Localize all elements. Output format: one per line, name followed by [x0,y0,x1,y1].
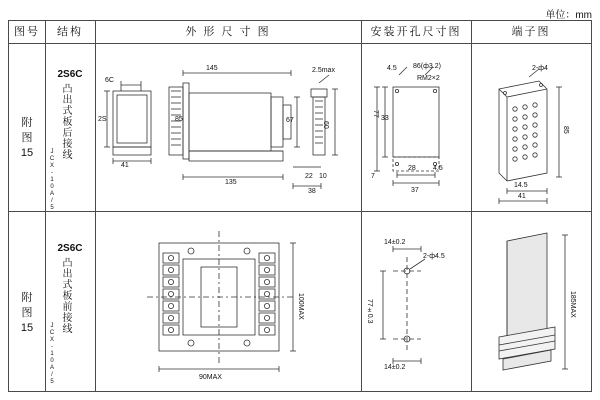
row1-structure-text: 凸出式板后接线 [60,83,71,160]
row1-term-2f4: 2-ф4 [532,65,548,72]
header-outline: 外 形 尺 寸 图 [185,26,271,38]
row2-dim-90max: 90MAX [199,374,222,381]
dimension-table [8,20,592,392]
row1-dim-41: 41 [121,162,129,169]
row2-dim-100max: 100MAX [297,293,304,320]
row2-figure-no: 附 图 15 [20,292,34,334]
row1-dim-6c: 6C [105,77,114,84]
row1-term-41: 41 [518,193,526,200]
row2-mounting-drawing [363,219,471,389]
unit-note: 单位：mm [545,10,592,21]
row1-mount-45-bottom: 4.5 [433,165,443,172]
row-divider [9,211,591,212]
header-divider [9,43,591,44]
row1-dim-22: 22 [305,173,313,180]
row1-dim-67: 67 [286,117,294,124]
col-divider-3 [361,21,362,391]
row1-mount-77: 77 [372,110,379,118]
row1-term-85: 85 [562,126,569,134]
header-figure-no: 图号 [14,26,40,38]
row1-mount-86: 86(ф3.2) [413,63,441,70]
row1-dim-25max: 2.5max [312,67,335,74]
row2-term-185max: 185MAX [569,291,576,318]
row1-mount-45-top: 4.5 [387,65,397,72]
row1-mount-37: 37 [411,187,419,194]
row2-structure-model: JCX-10A/5 [49,323,55,386]
row1-figure-no: 附 图 15 [20,117,34,159]
row1-mount-28: 28 [408,165,416,172]
col-divider-2 [95,21,96,391]
row2-structure-text: 凸出式板前接线 [60,257,71,334]
row2-mount-77: 77±0.3 [366,299,373,324]
col-divider-1 [45,21,46,391]
row1-term-145: 14.5 [514,182,528,189]
header-terminal: 端子图 [511,26,551,38]
row1-dim-10: 10 [319,173,327,180]
row1-dim-2s: 2S [98,116,107,123]
row1-dim-135: 135 [225,179,237,186]
row1-dim-60: 60 [322,121,329,129]
row1-mount-33: 33 [381,115,389,122]
header-structure: 结构 [57,26,83,38]
row1-dim-38: 38 [308,188,316,195]
row1-mount-7: 7 [371,173,375,180]
row1-dim-145: 145 [206,65,218,72]
row1-mount-rm2: RM2×2 [417,75,440,82]
row2-mount-14a: 14±0.2 [384,239,406,246]
col-divider-4 [471,21,472,391]
row1-dim-85: 85 [175,116,183,123]
row1-structure-model: JCX-10A/5 [49,149,55,212]
row2-mount-2f45: 2-ф4.5 [423,253,445,260]
header-mounting: 安装开孔尺寸图 [370,26,462,38]
row2-outline-drawing [97,219,359,389]
row2-mount-14b: 14±0.2 [384,364,406,371]
row1-structure-code: 2S6C [57,69,83,80]
row2-structure-code: 2S6C [57,243,83,254]
